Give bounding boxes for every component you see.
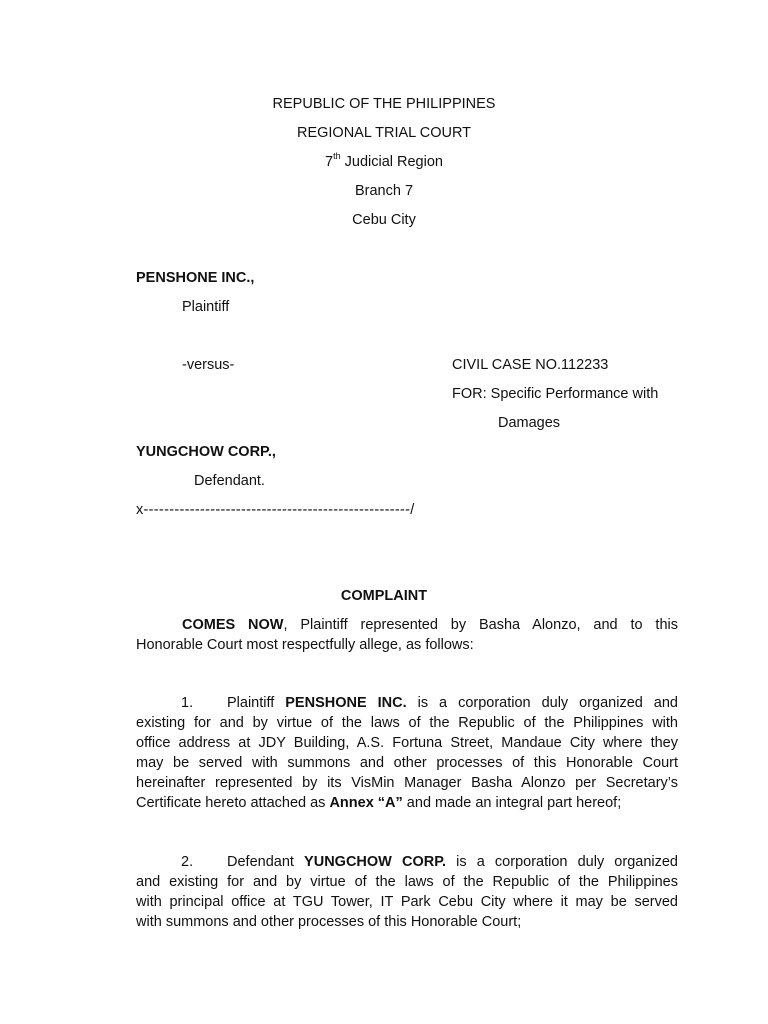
allegation-1-l6-post: and made an integral part hereof; <box>402 795 622 811</box>
allegation-2-pre: Defendant <box>227 854 305 870</box>
annex-reference: Annex “A” <box>329 795 403 811</box>
allegation-1-line-5: hereinafter represented by its VisMin Manager Basha Alonzo per Secretary’s <box>136 775 678 791</box>
plaintiff-role: Plaintiff <box>182 299 230 315</box>
allegation-2-line-3: with principal office at TGU Tower, IT Park Cebu City where it may be served <box>136 894 678 910</box>
allegation-1-pre: Plaintiff <box>227 695 286 711</box>
versus-label: -versus- <box>182 357 235 373</box>
caption-region <box>0 152 768 172</box>
caption-court: REGIONAL TRIAL COURT <box>296 125 472 141</box>
caption-city: Cebu City <box>352 212 416 228</box>
allegation-2-line-1 <box>136 852 678 872</box>
complaint-title: COMPLAINT <box>340 588 428 604</box>
region-superscript: th <box>333 151 341 162</box>
caption-republic: REPUBLIC OF THE PHILIPPINES <box>272 96 496 112</box>
case-nature-cont: Damages <box>498 415 561 431</box>
region-text: Judicial Region <box>340 154 443 170</box>
allegation-2-party: YUNGCHOW CORP. <box>304 854 447 870</box>
allegation-1-line-4: may be served with summons and other processes of this Honorable Court <box>136 755 678 771</box>
allegation-1-line-3: office address at JDY Building, A.S. Fortuna Street, Mandaue City where they <box>136 735 678 751</box>
intro-line-2: Honorable Court most respectfully allege, as follows: <box>136 637 474 653</box>
caption-separator: x----------------------------------------------------/ <box>136 502 415 518</box>
intro-text-1: , Plaintiff represented by Basha Alonzo, and to this <box>283 617 678 633</box>
allegation-1-post: is a corporation duly organized and <box>406 695 678 711</box>
allegation-2-line-2: and existing for and by virtue of the laws of the Republic of the Philippines <box>136 874 678 890</box>
case-nature: FOR: Specific Performance with <box>452 386 659 402</box>
allegation-2 <box>136 852 678 932</box>
intro-line-1 <box>136 615 678 635</box>
intro-paragraph <box>136 615 678 655</box>
allegation-1-l6-pre: Certificate hereto attached as <box>136 795 330 811</box>
allegation-1-party: PENSHONE INC. <box>285 695 407 711</box>
allegation-2-number: 2. <box>181 854 194 870</box>
caption-branch: Branch 7 <box>354 183 414 199</box>
allegation-1-line-2: existing for and by virtue of the laws of the Republic of the Philippines with <box>136 715 678 731</box>
allegation-2-post: is a corporation duly organized <box>446 854 678 870</box>
comes-now: COMES NOW <box>182 617 284 633</box>
allegation-1-line-1 <box>136 693 678 713</box>
civil-case-number: CIVIL CASE NO.112233 <box>452 357 609 373</box>
allegation-1-number: 1. <box>181 695 194 711</box>
allegation-1 <box>136 693 678 813</box>
defendant-role: Defendant. <box>194 473 265 489</box>
plaintiff-name: PENSHONE INC., <box>136 270 255 286</box>
region-number: 7 <box>325 154 334 170</box>
defendant-name: YUNGCHOW CORP., <box>136 444 276 460</box>
allegation-1-line-6 <box>136 793 678 813</box>
allegation-2-line-4: with summons and other processes of this Honorable Court; <box>136 914 522 930</box>
